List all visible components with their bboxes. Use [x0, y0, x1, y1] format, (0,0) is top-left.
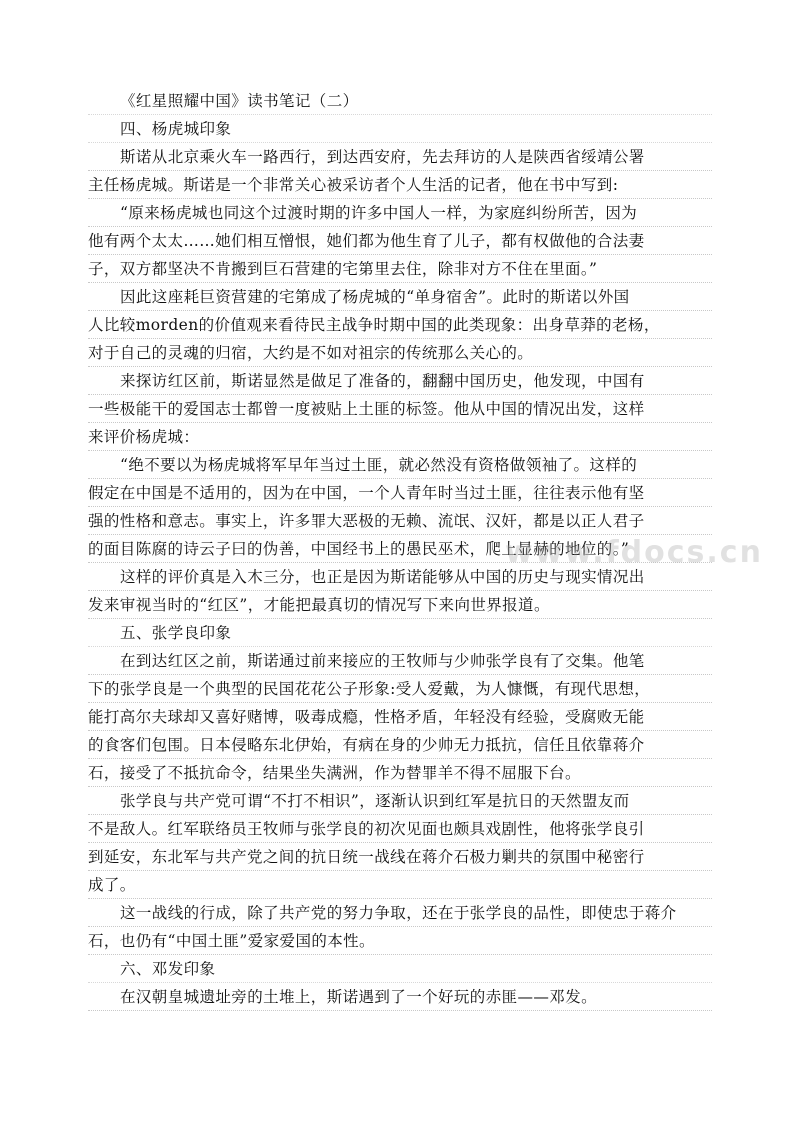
text-line: 到延安，东北军与共产党之间的抗日统一战线在蒋介石极力剿共的氛围中秘密行: [88, 844, 712, 871]
text-line: 成了。: [88, 872, 712, 899]
text-line: 这一战线的行成，除了共产党的努力争取，还在于张学良的品性，即使忠于蒋介: [88, 900, 712, 927]
text-line: 来探访红区前，斯诺显然是做足了准备的，翻翻中国历史，他发现，中国有: [88, 368, 712, 395]
section-heading-yang-hucheng: 四、杨虎城印象: [88, 116, 712, 143]
quote-line: “绝不要以为杨虎城将军早年当过土匪，就必然没有资格做领袖了。这样的: [88, 452, 712, 479]
text-line: 这样的评价真是入木三分，也正是因为斯诺能够从中国的历史与现实情况出: [88, 564, 712, 591]
text-line: 发来审视当时的“红区”，才能把最真切的情况写下来向世界报道。: [88, 592, 712, 619]
text-line: 的食客们包围。日本侵略东北伊始，有病在身的少帅无力抵抗，信任且依靠蒋介: [88, 732, 712, 759]
text-line: 张学良与共产党可谓“不打不相识”，逐渐认识到红军是抗日的天然盟友而: [88, 788, 712, 815]
quote-line: 子，双方都坚决不肯搬到巨石营建的宅第里去住，除非对方不住在里面。”: [88, 256, 712, 283]
text-line: 来评价杨虎城：: [88, 424, 712, 451]
section-heading-deng-fa: 六、邓发印象: [88, 956, 712, 983]
text-line: 在到达红区之前，斯诺通过前来接应的王牧师与少帅张学良有了交集。他笔: [88, 648, 712, 675]
quote-line: 的面目陈腐的诗云子曰的伪善，中国经书上的愚民巫术，爬上显赫的地位的。”: [88, 536, 712, 563]
text-line: 人比较morden的价值观来看待民主战争时期中国的此类现象：出身草莽的老杨，: [88, 312, 712, 339]
text-line: 在汉朝皇城遗址旁的土堆上，斯诺遇到了一个好玩的赤匪——邓发。: [88, 984, 712, 1011]
quote-line: “原来杨虎城也同这个过渡时期的许多中国人一样，为家庭纠纷所苦，因为: [88, 200, 712, 227]
text-line: 下的张学良是一个典型的民国花花公子形象:受人爱戴，为人慷慨，有现代思想，: [88, 676, 712, 703]
quote-line: 假定在中国是不适用的，因为在中国，一个人青年时当过土匪，往往表示他有坚: [88, 480, 712, 507]
text-line: 斯诺从北京乘火车一路西行，到达西安府，先去拜访的人是陕西省绥靖公署: [88, 144, 712, 171]
text-line: 主任杨虎城。斯诺是一个非常关心被采访者个人生活的记者，他在书中写到:: [88, 172, 712, 199]
quote-line: 强的性格和意志。事实上，许多罪大恶极的无赖、流氓、汉奸，都是以正人君子: [88, 508, 712, 535]
text-line: 因此这座耗巨资营建的宅第成了杨虎城的“单身宿舍”。此时的斯诺以外国: [88, 284, 712, 311]
text-line: 能打高尔夫球却又喜好赌博，吸毒成瘾，性格矛盾，年轻没有经验，受腐败无能: [88, 704, 712, 731]
text-line: 石，也仍有“中国土匪”爱家爱国的本性。: [88, 928, 712, 955]
text-line: 对于自己的灵魂的归宿，大约是不如对祖宗的传统那么关心的。: [88, 340, 712, 367]
text-line: 一些极能干的爱国志士都曾一度被贴上土匪的标签。他从中国的情况出发，这样: [88, 396, 712, 423]
document-title: 《红星照耀中国》读书笔记（二）: [88, 88, 712, 115]
quote-line: 他有两个太太……她们相互憎恨，她们都为他生育了儿子，都有权做他的合法妻: [88, 228, 712, 255]
section-heading-zhang-xueliang: 五、张学良印象: [88, 620, 712, 647]
watermark: www.fdocs.cn: [505, 535, 763, 570]
text-line: 不是敌人。红军联络员王牧师与张学良的初次见面也颇具戏剧性，他将张学良引: [88, 816, 712, 843]
text-line: 石，接受了不抵抗命令，结果坐失满洲，作为替罪羊不得不屈服下台。: [88, 760, 712, 787]
